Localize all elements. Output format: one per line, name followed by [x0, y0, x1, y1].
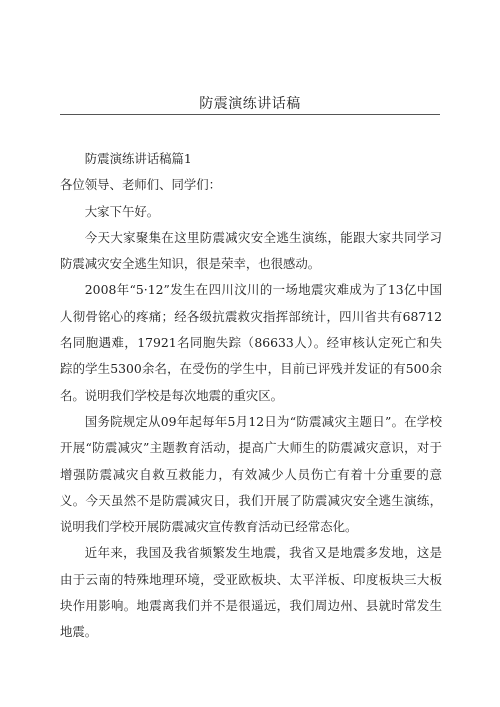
title-divider [60, 114, 440, 115]
salutation: 各位领导、老师们、同学们： [60, 177, 222, 193]
paragraph: 国务院规定从09年起每年5月12日为“防震减灾主题日”。在学校开展“防震减灾”主题教育活动，提高广大师生的防震减灾意识，对于增强防震减灾自救互救能力，有效减少人员伤亡有着十分重要的意义。今天虽然不是防震减灾日，我们开展了防震减灾安全逃生演练，说明我们学校开展防震减灾宣传教育活动已经常态化。 [60, 413, 442, 535]
paragraph: 大家下午好。 [84, 203, 160, 219]
section-heading: 防震演练讲话稿篇1 [84, 151, 192, 166]
paragraph: 近年来，我国及我省频繁发生地震，我省又是地震多发地，这是由于云南的特殊地理环境，受亚欧板块、太平洋板、印度板块三大板块作用影响。地震离我们并不是很遥远，我们周边州、县就时常发生地震。 [60, 545, 442, 640]
paragraph: 2008年“5·12”发生在四川汶川的一场地震灾难成为了13亿中国人彻骨铭心的疼痛；经各级抗震救灾指挥部统计，四川省共有68712名同胞遇难，17921名同胞失踪（86633人）。经审核认定死亡和失踪的学生5300余名，在受伤的学生中，目前已评残并发证的有500余名。说明我们学校是每次地震的重灾区。 [60, 282, 442, 403]
paragraph: 今天大家聚集在这里防震减灾安全逃生演练，能跟大家共同学习防震减灾安全逃生知识，很是荣幸，也很感动。 [60, 229, 442, 272]
document-body [60, 146, 442, 646]
document-title: 防震演练讲话稿 [199, 96, 301, 112]
